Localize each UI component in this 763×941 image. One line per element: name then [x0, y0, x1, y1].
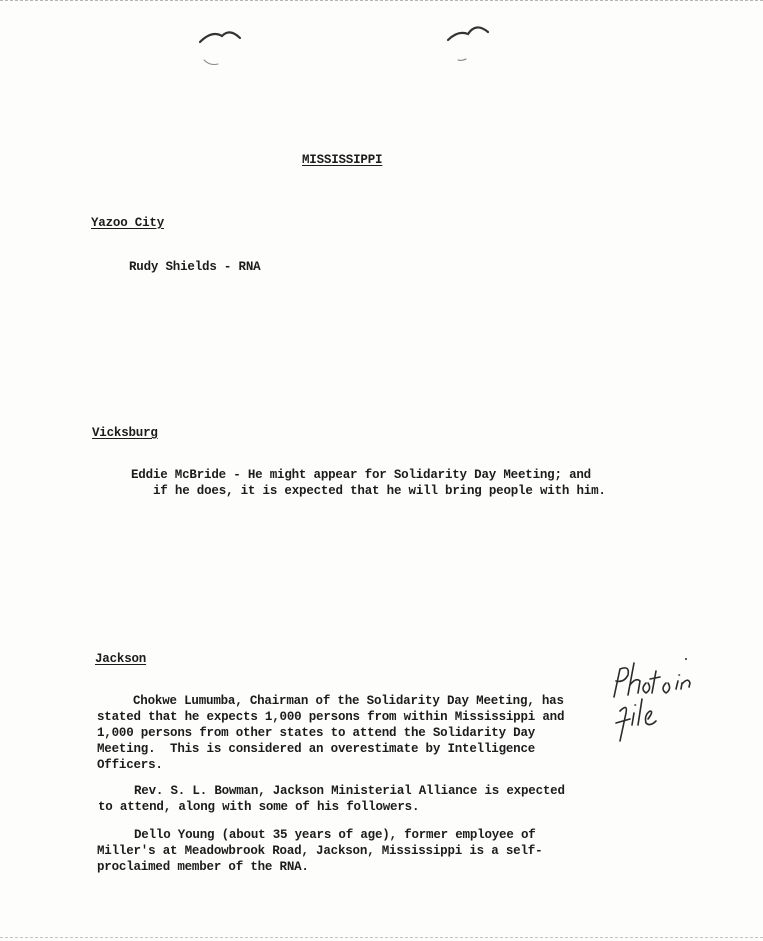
- paragraph-line: proclaimed member of the RNA.: [97, 860, 309, 874]
- top-edge-perforation: [0, 0, 763, 4]
- handwritten-margin-note: [606, 655, 706, 745]
- yazoo-city-entry: Rudy Shields - RNA: [129, 260, 261, 274]
- paragraph-line: Dello Young (about 35 years of age), former employee of: [134, 828, 536, 842]
- document-title: MISSISSIPPI: [302, 153, 383, 167]
- punch-mark-right-icon: [444, 20, 492, 64]
- paragraph-line: Chokwe Lumumba, Chairman of the Solidarity Day Meeting, has: [133, 694, 564, 708]
- section-heading-jackson: Jackson: [95, 652, 147, 666]
- punch-mark-left-icon: [196, 24, 244, 68]
- paragraph-line: to attend, along with some of his followers.: [98, 800, 420, 814]
- vicksburg-entry-line: Eddie McBride - He might appear for Solidarity Day Meeting; and: [131, 468, 591, 482]
- jackson-paragraph-bowman: [98, 783, 565, 815]
- vicksburg-entry-line: if he does, it is expected that he will bring people with him.: [153, 484, 606, 498]
- paragraph-line: 1,000 persons from other states to attend the Solidarity Day: [97, 726, 536, 740]
- paragraph-line: Meeting. This is considered an overestimate by Intelligence: [97, 742, 536, 756]
- section-heading-vicksburg: Vicksburg: [92, 426, 158, 440]
- jackson-paragraph-young: [97, 827, 542, 875]
- paragraph-line: Officers.: [97, 758, 163, 772]
- paragraph-line: Rev. S. L. Bowman, Jackson Ministerial Alliance is expected: [134, 784, 565, 798]
- paragraph-line: stated that he expects 1,000 persons from within Mississippi and: [97, 710, 565, 724]
- jackson-paragraph-lumumba: [97, 693, 564, 773]
- section-heading-yazoo-city: Yazoo City: [91, 216, 165, 230]
- paragraph-line: Miller's at Meadowbrook Road, Jackson, Mississippi is a self-: [97, 844, 543, 858]
- bottom-edge-perforation: [0, 937, 763, 940]
- vicksburg-entry: [131, 467, 606, 499]
